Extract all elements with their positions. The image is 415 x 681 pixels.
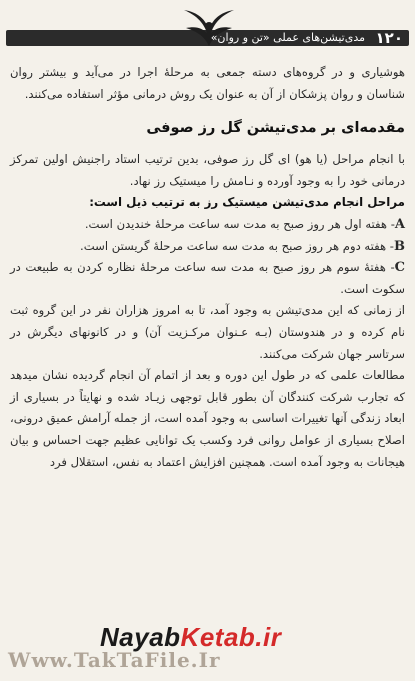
paragraph-rose: با انجام مراحل (یا هو) ای گل رز صوفی، بدین ترتیب استاد راجنیش اولین تمرکز درمانی خود را به وجود آورده و نـامش را میستیک رز نهاد. [10, 152, 405, 188]
step-text: - هفته اول هر روز صبح به مدت سه ساعت مرحلهٔ خندیدن است. [84, 216, 395, 231]
step-letter: A [394, 216, 405, 232]
page-header [6, 6, 409, 46]
running-title: مدی‌تیشن‌های عملی «تن و روان» [210, 31, 365, 44]
paragraph-history: از زمانی که این مدی‌تیشن به وجود آمد، تا به امروز هزاران نفر در این گروه ثبت نام کرده و در هندوستان (بـه عـنوان مرکـزیت آن) و در کانونهای دیگرش در سرتاسر جهان شرکت می‌کنند. [10, 303, 405, 361]
step-item [10, 236, 405, 258]
step-text: - هفته دوم هر روز صبح به مدت سه ساعت مرحلهٔ گریستن است. [80, 238, 394, 253]
watermark-url: Www.TakTaFile.Ir [8, 648, 221, 672]
step-item [10, 257, 405, 300]
step-item [10, 214, 405, 236]
steps-heading: مراحل انجام مدی‌تیشن میستیک رز به ترتیب ذیل است: [89, 195, 405, 210]
step-letter: C [394, 260, 405, 276]
body-text [10, 62, 405, 473]
watermark-brand-part1: Nayab [100, 622, 181, 652]
watermark-brand-part2: Ketab.ir [180, 622, 282, 652]
step-letter: B [394, 238, 405, 254]
section-title: مقدمه‌ای بر مدی‌تیشن گل رز صوفی [146, 120, 405, 137]
paragraph-intro: هوشیاری و در گروه‌های دسته جمعی به مرحلهٔ اجرا در می‌آید و بیشتر روان شناسان و روان پزشکان از آن به عنوان یک روش درمانی مؤثر استفاده می‌کنند. [10, 65, 405, 101]
page-number: ۱۲۰ [375, 29, 403, 47]
paragraph-studies: مطالعات علمی که در طول این دوره و بعد از اتمام آن انجام گردیده نشان میدهد که تجارب شرکت کنندگان آن بطور قابل توجهی زیـاد شده و نهایتاً در بسیاری از ابعاد زندگی آنها تغییرات اساسی به وجود آمده است، از جمله آرامش عمیق درونی، اصلاح بسیاری از عوامل روانی فرد وکسب یک توانایی عظیم جهت احساس و بیان هیجانات به وجود آمده است. همچنین افزایش اعتماد به نفس، استقلال فرد [10, 368, 405, 469]
step-text: - هفتهٔ سوم هر روز صبح به مدت سه ساعت مرحلهٔ نظاره کردن به طبیعت در سکوت است. [10, 260, 405, 296]
